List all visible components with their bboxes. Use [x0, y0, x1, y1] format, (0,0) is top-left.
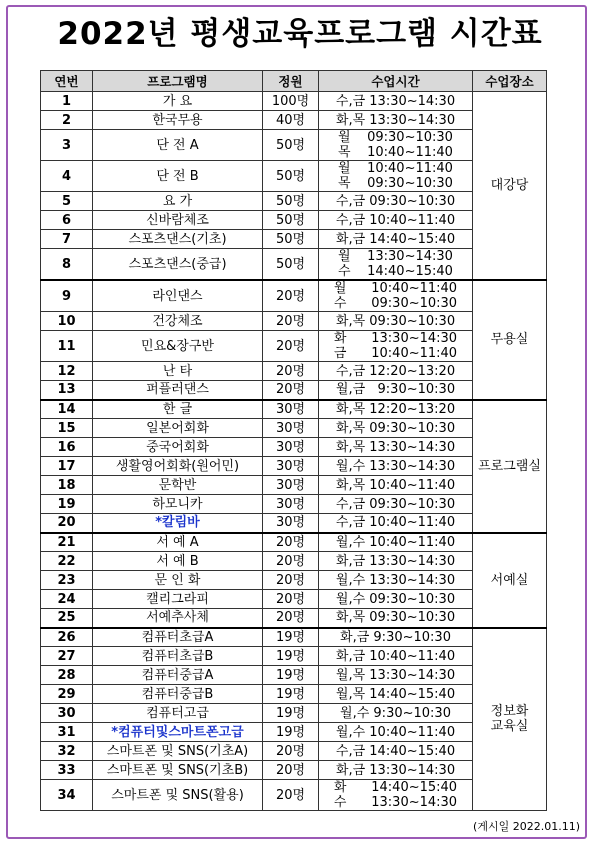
program-name: 스마트폰 및 SNS(기초A) — [93, 742, 263, 761]
program-name: *컴퓨터및스마트폰고급 — [93, 723, 263, 742]
class-time: 화 14:40~15:40 수 13:30~14:30 — [319, 780, 473, 811]
class-time: 월,목 13:30~14:30 — [319, 666, 473, 685]
class-time: 화 13:30~14:30 금 10:40~11:40 — [319, 331, 473, 362]
program-name: 한국무용 — [93, 111, 263, 130]
class-time: 월 10:40~11:40 목 09:30~10:30 — [319, 161, 473, 192]
row-number: 33 — [41, 761, 93, 780]
table-row — [41, 92, 547, 111]
program-name: 일본어회화 — [93, 419, 263, 438]
class-time: 월,수 10:40~11:40 — [319, 533, 473, 552]
program-name: 가 요 — [93, 92, 263, 111]
capacity: 20명 — [263, 552, 319, 571]
table-row — [41, 280, 547, 312]
program-name: 스포츠댄스(중급) — [93, 249, 263, 281]
class-time: 수,금 09:30~10:30 — [319, 495, 473, 514]
table-row — [41, 742, 547, 761]
class-time: 화,목 10:40~11:40 — [319, 476, 473, 495]
program-name: 문 인 화 — [93, 571, 263, 590]
table-row — [41, 476, 547, 495]
row-number: 28 — [41, 666, 93, 685]
timetable-body — [41, 92, 547, 811]
program-name: *칼림바 — [93, 514, 263, 533]
row-number: 10 — [41, 312, 93, 331]
program-name: 신바람체조 — [93, 211, 263, 230]
row-number: 4 — [41, 161, 93, 192]
row-number: 17 — [41, 457, 93, 476]
capacity: 19명 — [263, 685, 319, 704]
capacity: 20명 — [263, 331, 319, 362]
class-time: 화,금 13:30~14:30 — [319, 552, 473, 571]
row-number: 18 — [41, 476, 93, 495]
table-row — [41, 111, 547, 130]
class-time: 화,금 10:40~11:40 — [319, 647, 473, 666]
row-number: 34 — [41, 780, 93, 811]
class-time: 수,금 13:30~14:30 — [319, 92, 473, 111]
table-row — [41, 590, 547, 609]
program-name: 서 예 A — [93, 533, 263, 552]
table-row — [41, 381, 547, 400]
row-number: 11 — [41, 331, 93, 362]
program-name: 단 전 B — [93, 161, 263, 192]
capacity: 19명 — [263, 628, 319, 647]
capacity: 30명 — [263, 514, 319, 533]
table-row — [41, 230, 547, 249]
capacity: 40명 — [263, 111, 319, 130]
class-time: 월,목 14:40~15:40 — [319, 685, 473, 704]
table-row — [41, 533, 547, 552]
row-number: 5 — [41, 192, 93, 211]
table-row — [41, 704, 547, 723]
table-row — [41, 723, 547, 742]
class-time: 월 10:40~11:40 수 09:30~10:30 — [319, 280, 473, 312]
row-number: 8 — [41, 249, 93, 281]
row-number: 29 — [41, 685, 93, 704]
row-number: 1 — [41, 92, 93, 111]
table-row — [41, 438, 547, 457]
table-row — [41, 780, 547, 811]
capacity: 50명 — [263, 192, 319, 211]
row-number: 25 — [41, 609, 93, 628]
capacity: 30명 — [263, 495, 319, 514]
capacity: 50명 — [263, 130, 319, 161]
class-time: 월,금 9:30~10:30 — [319, 381, 473, 400]
row-number: 3 — [41, 130, 93, 161]
table-row — [41, 761, 547, 780]
table-row — [41, 571, 547, 590]
row-number: 14 — [41, 400, 93, 419]
row-number: 6 — [41, 211, 93, 230]
class-place: 무용실 — [473, 280, 547, 400]
program-name: 문학반 — [93, 476, 263, 495]
class-time: 화,목 09:30~10:30 — [319, 312, 473, 331]
capacity: 30명 — [263, 419, 319, 438]
capacity: 19명 — [263, 666, 319, 685]
class-time: 수,금 10:40~11:40 — [319, 514, 473, 533]
table-row — [41, 130, 547, 161]
table-row — [41, 552, 547, 571]
class-time: 월,수 13:30~14:30 — [319, 457, 473, 476]
class-time: 화,목 13:30~14:30 — [319, 111, 473, 130]
program-name: 민요&장구반 — [93, 331, 263, 362]
program-name: 스포츠댄스(기초) — [93, 230, 263, 249]
class-time: 월,수 10:40~11:40 — [319, 723, 473, 742]
class-place: 정보화 교육실 — [473, 628, 547, 811]
capacity: 30명 — [263, 438, 319, 457]
capacity: 50명 — [263, 161, 319, 192]
table-row — [41, 249, 547, 281]
capacity: 50명 — [263, 249, 319, 281]
header-number: 연번 — [41, 71, 93, 92]
row-number: 27 — [41, 647, 93, 666]
capacity: 20명 — [263, 280, 319, 312]
header-place: 수업장소 — [473, 71, 547, 92]
class-time: 월,수 9:30~10:30 — [319, 704, 473, 723]
table-row — [41, 514, 547, 533]
capacity: 20명 — [263, 571, 319, 590]
class-time: 수,금 09:30~10:30 — [319, 192, 473, 211]
row-number: 22 — [41, 552, 93, 571]
class-place: 서예실 — [473, 533, 547, 628]
table-row — [41, 628, 547, 647]
capacity: 30명 — [263, 457, 319, 476]
table-row — [41, 685, 547, 704]
row-number: 32 — [41, 742, 93, 761]
row-number: 19 — [41, 495, 93, 514]
program-name: 라인댄스 — [93, 280, 263, 312]
posting-date: (게시일 2022.01.11) — [473, 820, 580, 833]
table-row — [41, 647, 547, 666]
class-time: 월 13:30~14:30 수 14:40~15:40 — [319, 249, 473, 281]
capacity: 19명 — [263, 647, 319, 666]
capacity: 20명 — [263, 761, 319, 780]
capacity: 20명 — [263, 362, 319, 381]
table-row — [41, 400, 547, 419]
class-time: 화,목 12:20~13:20 — [319, 400, 473, 419]
capacity: 19명 — [263, 723, 319, 742]
class-time: 화,금 14:40~15:40 — [319, 230, 473, 249]
table-row — [41, 495, 547, 514]
capacity: 20명 — [263, 742, 319, 761]
row-number: 2 — [41, 111, 93, 130]
class-time: 월,수 13:30~14:30 — [319, 571, 473, 590]
program-name: 요 가 — [93, 192, 263, 211]
capacity: 50명 — [263, 211, 319, 230]
class-time: 화,목 09:30~10:30 — [319, 419, 473, 438]
row-number: 30 — [41, 704, 93, 723]
program-name: 단 전 A — [93, 130, 263, 161]
capacity: 20명 — [263, 312, 319, 331]
row-number: 12 — [41, 362, 93, 381]
row-number: 21 — [41, 533, 93, 552]
capacity: 19명 — [263, 704, 319, 723]
row-number: 13 — [41, 381, 93, 400]
row-number: 31 — [41, 723, 93, 742]
program-name: 스마트폰 및 SNS(활용) — [93, 780, 263, 811]
row-number: 15 — [41, 419, 93, 438]
program-name: 난 타 — [93, 362, 263, 381]
capacity: 30명 — [263, 400, 319, 419]
row-number: 7 — [41, 230, 93, 249]
capacity: 20명 — [263, 533, 319, 552]
program-name: 서 예 B — [93, 552, 263, 571]
program-name: 서예추사체 — [93, 609, 263, 628]
program-name: 중국어회화 — [93, 438, 263, 457]
row-number: 26 — [41, 628, 93, 647]
program-name: 컴퓨터초급A — [93, 628, 263, 647]
program-name: 컴퓨터중급B — [93, 685, 263, 704]
row-number: 24 — [41, 590, 93, 609]
page-title: 2022년 평생교육프로그램 시간표 — [57, 16, 543, 52]
table-row — [41, 609, 547, 628]
program-name: 건강체조 — [93, 312, 263, 331]
class-place: 대강당 — [473, 92, 547, 281]
capacity: 20명 — [263, 780, 319, 811]
program-name: 스마트폰 및 SNS(기초B) — [93, 761, 263, 780]
program-name: 하모니카 — [93, 495, 263, 514]
program-name: 생활영어회화(원어민) — [93, 457, 263, 476]
program-name: 퍼플러댄스 — [93, 381, 263, 400]
table-row — [41, 312, 547, 331]
table-row — [41, 457, 547, 476]
program-name: 컴퓨터중급A — [93, 666, 263, 685]
class-time: 월,수 09:30~10:30 — [319, 590, 473, 609]
table-row — [41, 211, 547, 230]
table-row — [41, 362, 547, 381]
row-number: 23 — [41, 571, 93, 590]
capacity: 20명 — [263, 609, 319, 628]
capacity: 100명 — [263, 92, 319, 111]
program-name: 컴퓨터초급B — [93, 647, 263, 666]
table-row — [41, 419, 547, 438]
header-capacity: 정원 — [263, 71, 319, 92]
row-number: 16 — [41, 438, 93, 457]
timetable — [40, 70, 547, 811]
class-time: 수,금 12:20~13:20 — [319, 362, 473, 381]
class-time: 화,금 9:30~10:30 — [319, 628, 473, 647]
capacity: 20명 — [263, 590, 319, 609]
table-row — [41, 192, 547, 211]
row-number: 20 — [41, 514, 93, 533]
class-time: 수,금 14:40~15:40 — [319, 742, 473, 761]
header-time: 수업시간 — [319, 71, 473, 92]
class-time: 화,금 13:30~14:30 — [319, 761, 473, 780]
capacity: 30명 — [263, 476, 319, 495]
program-name: 한 글 — [93, 400, 263, 419]
class-time: 월 09:30~10:30 목 10:40~11:40 — [319, 130, 473, 161]
class-place: 프로그램실 — [473, 400, 547, 533]
table-row — [41, 666, 547, 685]
class-time: 화,목 13:30~14:30 — [319, 438, 473, 457]
class-time: 수,금 10:40~11:40 — [319, 211, 473, 230]
capacity: 20명 — [263, 381, 319, 400]
header-row — [41, 71, 547, 92]
table-row — [41, 161, 547, 192]
capacity: 50명 — [263, 230, 319, 249]
header-program: 프로그램명 — [93, 71, 263, 92]
program-name: 컴퓨터고급 — [93, 704, 263, 723]
program-name: 캘리그라피 — [93, 590, 263, 609]
row-number: 9 — [41, 280, 93, 312]
class-time: 화,목 09:30~10:30 — [319, 609, 473, 628]
table-row — [41, 331, 547, 362]
